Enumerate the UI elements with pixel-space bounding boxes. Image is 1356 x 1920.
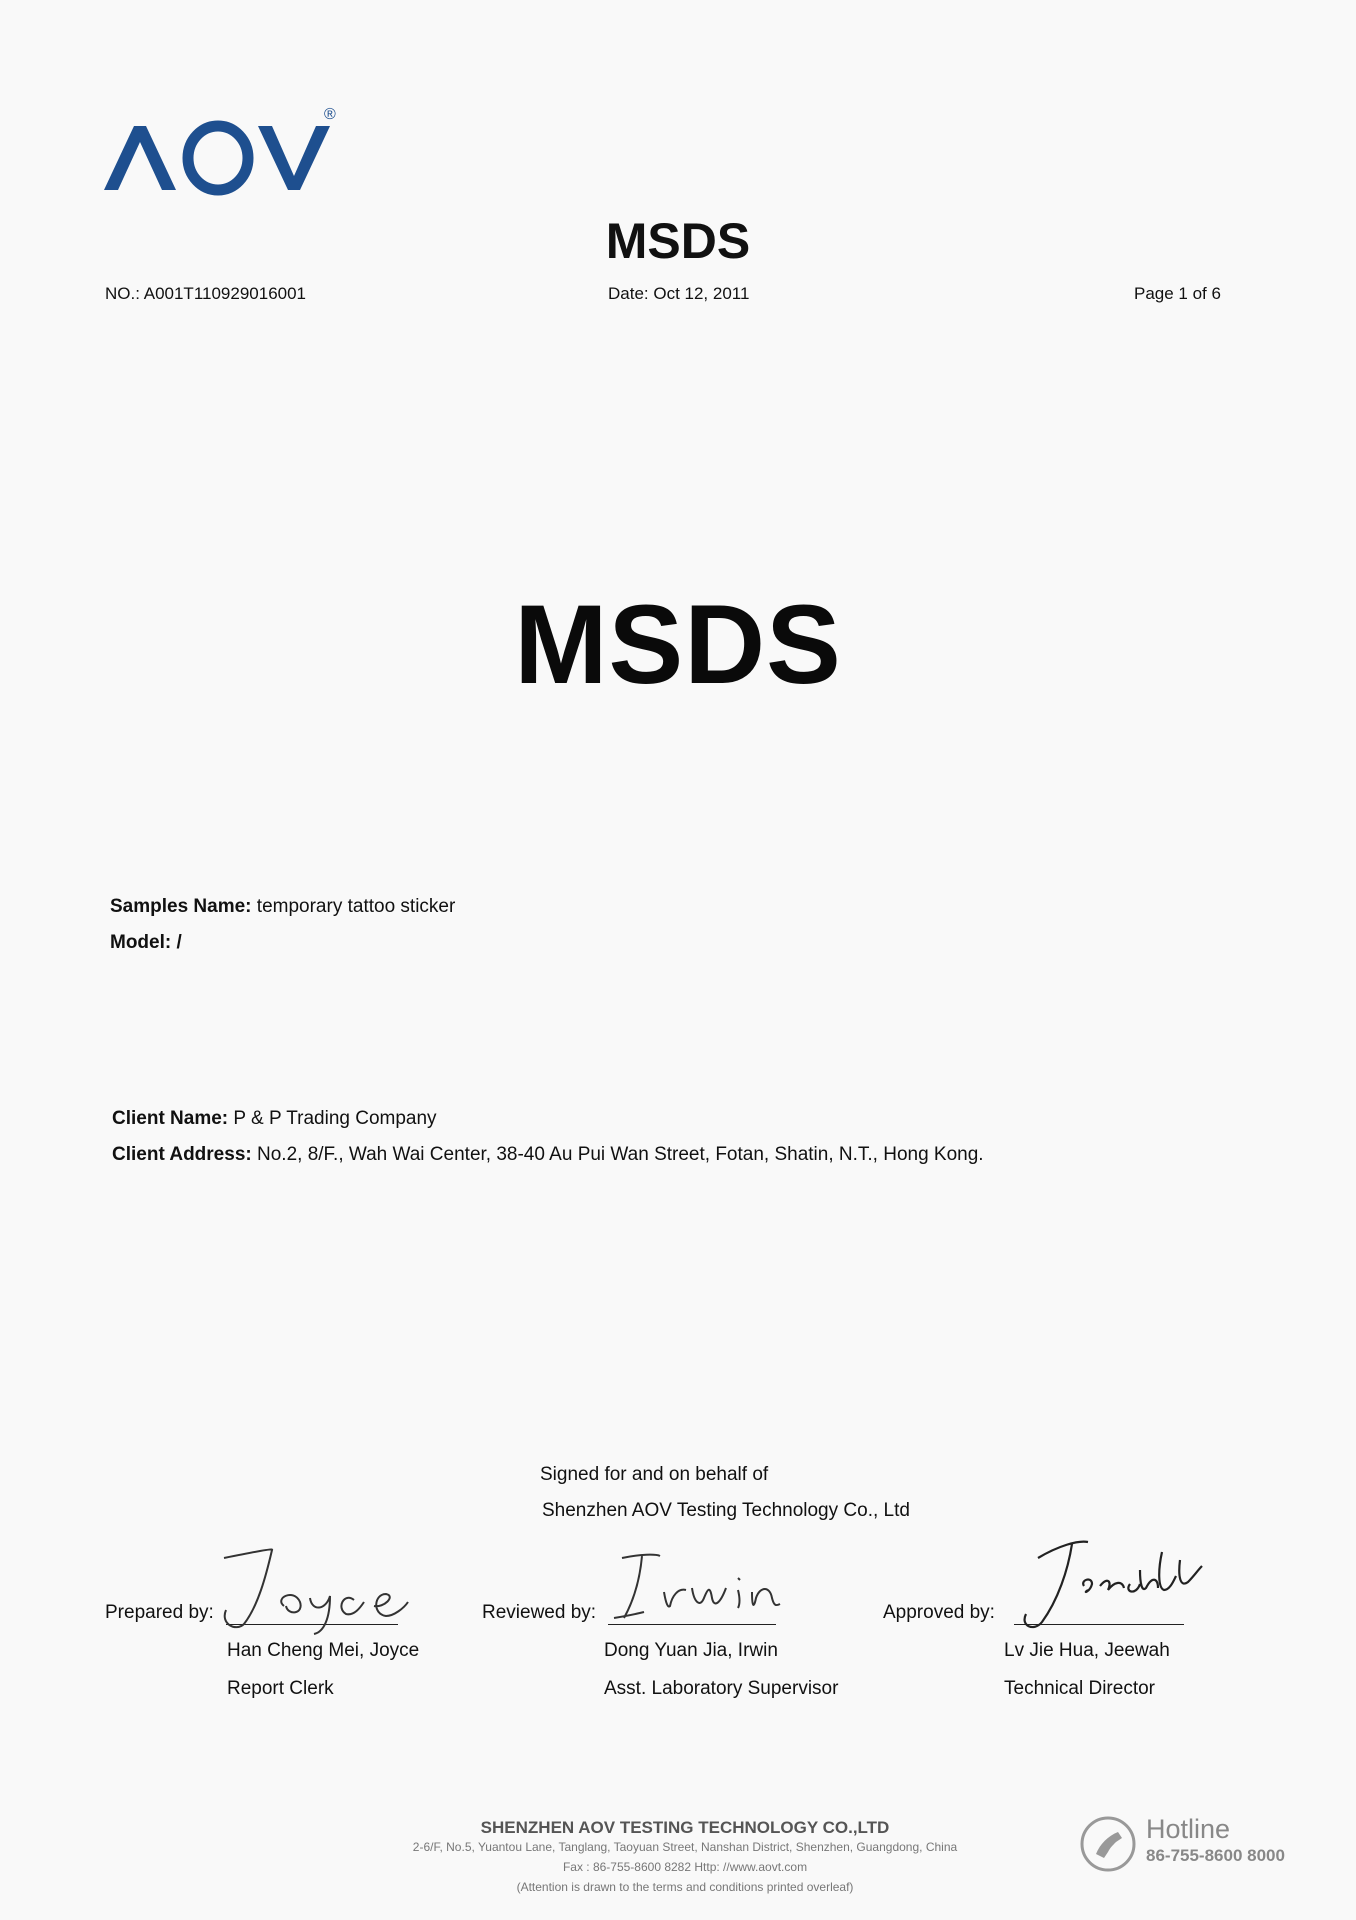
prepared-title: Report Clerk (227, 1678, 334, 1699)
aov-logo-icon (100, 108, 350, 198)
client-name-value: P & P Trading Company (233, 1108, 437, 1129)
phone-handset-icon (1078, 1814, 1138, 1874)
report-date: Date: Oct 12, 2011 (608, 284, 750, 303)
sample-name-field (110, 896, 455, 918)
approved-by-label: Approved by: (883, 1602, 995, 1623)
signed-behalf-line1: Signed for and on behalf of (540, 1464, 769, 1485)
aov-logo (100, 108, 350, 198)
sample-name-value: temporary tattoo sticker (256, 896, 456, 917)
hotline-label: Hotline (1146, 1814, 1231, 1844)
registered-mark: ® (324, 106, 336, 123)
client-name-label: Client Name: (112, 1108, 229, 1129)
footer-fax-http: Fax : 86-755-8600 8282 Http: //www.aovt.com (562, 1860, 808, 1874)
approved-title: Technical Director (1004, 1678, 1155, 1699)
signed-behalf-line2: Shenzhen AOV Testing Technology Co., Ltd (542, 1500, 910, 1521)
prepared-name: Han Cheng Mei, Joyce (227, 1640, 420, 1661)
main-title: MSDS (514, 582, 842, 707)
report-number: NO.: A001T110929016001 (105, 284, 307, 303)
approved-name: Lv Jie Hua, Jeewah (1004, 1640, 1170, 1661)
footer-address: 2-6/F, No.5, Yuantou Lane, Tanglang, Taoyuan Street, Nanshan District, Shenzhen, Guangdong, China (412, 1840, 958, 1854)
approved-signature (1018, 1530, 1208, 1640)
reviewed-signature (610, 1548, 790, 1628)
footer-company: SHENZHEN AOV TESTING TECHNOLOGY CO.,LTD (480, 1818, 890, 1837)
reviewed-by-label: Reviewed by: (482, 1602, 597, 1623)
hotline-number: 86-755-8600 8000 (1146, 1846, 1285, 1865)
client-address-field (112, 1144, 984, 1166)
model-value: / (176, 932, 182, 953)
prepared-by-label: Prepared by: (105, 1602, 214, 1623)
sample-name-label: Samples Name: (110, 896, 252, 917)
page-number: Page 1 of 6 (1134, 284, 1221, 303)
client-address-label: Client Address: (112, 1144, 252, 1165)
client-name-field (112, 1108, 437, 1130)
reviewed-name: Dong Yuan Jia, Irwin (604, 1640, 778, 1661)
header-title: MSDS (605, 213, 751, 269)
model-field (110, 932, 182, 954)
reviewed-title: Asst. Laboratory Supervisor (604, 1678, 839, 1699)
footer-attention: (Attention is drawn to the terms and conditions printed overleaf) (516, 1880, 854, 1894)
prepared-signature (214, 1536, 414, 1636)
client-address-value: No.2, 8/F., Wah Wai Center, 38-40 Au Pui Wan Street, Fotan, Shatin, N.T., Hong Kong. (257, 1144, 984, 1165)
model-label: Model: (110, 932, 172, 953)
